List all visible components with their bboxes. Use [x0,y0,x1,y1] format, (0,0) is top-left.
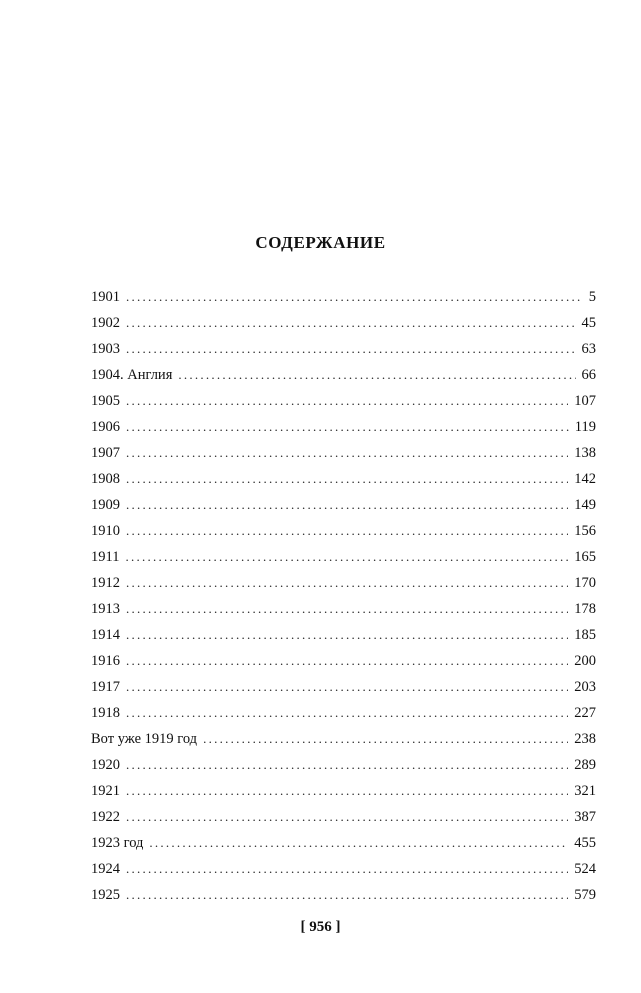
toc-entry-label: 1925 [91,887,120,903]
toc-dot-leader [126,674,568,700]
toc-entry-label: 1906 [91,419,120,435]
toc-entry-page: 119 [574,419,596,435]
toc-entry-label: 1903 [91,341,120,357]
toc-entry-page: 200 [574,653,596,669]
toc-entry-label: 1923 год [91,835,144,851]
toc-entry [91,596,596,622]
toc-entry-page: 66 [581,367,596,383]
toc-entry-label: 1913 [91,601,120,617]
toc-entry-label: 1901 [91,289,120,305]
toc-entry-page: 5 [588,289,596,305]
toc-entry [91,882,596,908]
toc-entry-page: 156 [574,523,596,539]
toc-entry-label: 1908 [91,471,120,487]
toc-dot-leader [126,882,568,908]
toc-entry-label: 1911 [91,549,120,565]
toc-dot-leader [203,726,568,752]
toc-entry-page: 227 [574,705,596,721]
toc-entry-page: 387 [574,809,596,825]
toc-entry [91,622,596,648]
toc-entry-label: Вот уже 1919 год [91,731,198,747]
toc-entry [91,336,596,362]
toc-dot-leader [125,544,568,570]
toc-entry-label: 1921 [91,783,120,799]
toc-entry-label: 1912 [91,575,120,591]
toc-dot-leader [178,362,575,388]
toc-dot-leader [126,492,568,518]
toc-entry [91,466,596,492]
toc-entry [91,362,596,388]
toc-dot-leader [126,856,568,882]
toc-entry-label: 1914 [91,627,120,643]
toc-entry-label: 1902 [91,315,120,331]
toc-entry-label: 1909 [91,497,120,513]
toc-dot-leader [126,518,568,544]
toc-entry-page: 170 [574,575,596,591]
toc-entry-page: 321 [574,783,596,799]
toc-entry [91,700,596,726]
toc-entry-label: 1905 [91,393,120,409]
toc-entry [91,830,596,856]
toc-entry-label: 1904. Англия [91,367,173,383]
toc-entry-label: 1910 [91,523,120,539]
toc-entry [91,804,596,830]
toc-entry-page: 203 [574,679,596,695]
toc-dot-leader [126,284,583,310]
toc-entry [91,284,596,310]
toc-entry [91,570,596,596]
toc-entry-page: 45 [581,315,596,331]
toc-entry-page: 138 [574,445,596,461]
toc-entry-page: 524 [574,861,596,877]
toc-entry-label: 1920 [91,757,120,773]
toc-entry [91,544,596,570]
toc-entry-label: 1917 [91,679,120,695]
toc-entry [91,388,596,414]
toc-entry [91,648,596,674]
toc-entry [91,440,596,466]
toc-entry [91,726,596,752]
toc-dot-leader [126,388,568,414]
toc-entry-label: 1916 [91,653,120,669]
toc-title: СОДЕРЖАНИЕ [255,233,386,252]
toc-entry [91,674,596,700]
toc-list [91,284,596,908]
toc-dot-leader [126,804,568,830]
toc-entry-page: 455 [574,835,596,851]
toc-entry [91,752,596,778]
toc-dot-leader [126,778,568,804]
toc-dot-leader [149,830,568,856]
toc-dot-leader [126,700,568,726]
toc-entry-page: 142 [574,471,596,487]
toc-entry-page: 289 [574,757,596,773]
toc-entry [91,856,596,882]
toc-entry [91,778,596,804]
toc-entry-page: 238 [574,731,596,747]
toc-dot-leader [126,596,568,622]
toc-dot-leader [126,466,568,492]
toc-entry [91,492,596,518]
toc-entry-page: 165 [574,549,596,565]
toc-dot-leader [126,440,568,466]
toc-entry-page: 178 [574,601,596,617]
toc-dot-leader [126,336,576,362]
toc-entry [91,310,596,336]
toc-entry [91,414,596,440]
toc-entry-label: 1907 [91,445,120,461]
toc-entry-page: 149 [574,497,596,513]
toc-entry-label: 1924 [91,861,120,877]
toc-entry-page: 107 [574,393,596,409]
page-number: [ 956 ] [300,919,341,935]
toc-entry-label: 1918 [91,705,120,721]
toc-dot-leader [126,310,576,336]
toc-entry-page: 185 [574,627,596,643]
toc-entry-label: 1922 [91,809,120,825]
toc-dot-leader [126,622,568,648]
toc-entry [91,518,596,544]
toc-dot-leader [126,414,569,440]
toc-entry-page: 579 [574,887,596,903]
toc-dot-leader [126,648,568,674]
toc-dot-leader [126,570,568,596]
toc-entry-page: 63 [581,341,596,357]
toc-dot-leader [126,752,568,778]
